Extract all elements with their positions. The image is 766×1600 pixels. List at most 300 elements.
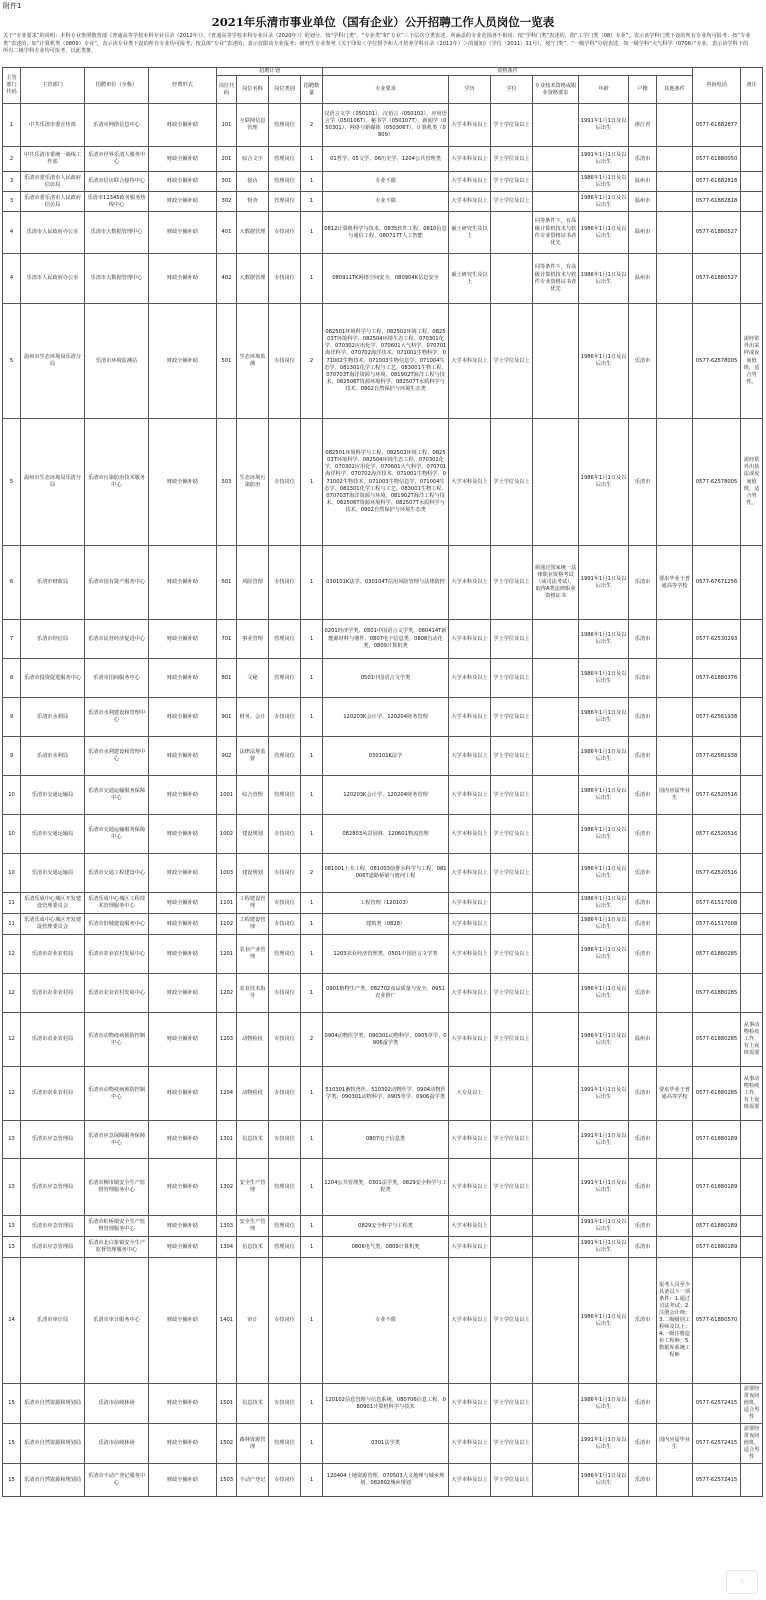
dept-cell: 乐清市应急管理局: [21, 1237, 85, 1258]
remark-cell: [741, 698, 763, 737]
certificate-cell: [533, 147, 579, 172]
post-type-cell: 专技岗位: [269, 1013, 301, 1067]
funding-cell: 财政全额补助: [149, 1424, 217, 1464]
dept-code-cell: 12: [3, 1013, 21, 1067]
post-name-cell: 接访: [237, 172, 269, 192]
major-cell: 专业不限: [323, 172, 449, 192]
header-post-type: 岗位类别: [269, 76, 301, 104]
post-code-cell: 1101: [217, 893, 237, 914]
major-cell: 030101K法学、030104T信用风险管理与法律防控: [323, 546, 449, 620]
degree-cell: 学士学位及以上: [491, 1258, 533, 1384]
post-type-cell: 专技岗位: [269, 546, 301, 620]
major-cell: 0812计算机科学与技术、0835软件工程、0810信息与通信工程、080717T人工智能: [323, 212, 449, 254]
phone-cell: 0577-61880285: [693, 935, 741, 974]
certificate-cell: [533, 974, 579, 1013]
funding-cell: 财政全额补助: [149, 974, 217, 1013]
phone-cell: 0577-61880376: [693, 659, 741, 698]
other-cell: [657, 192, 693, 212]
post-name-cell: 信息技术: [237, 1237, 269, 1258]
post-name-cell: 信息技术: [237, 1384, 269, 1424]
table-row: [3, 815, 763, 854]
degree-cell: 学士学位及以上: [491, 935, 533, 974]
degree-cell: [491, 1237, 533, 1258]
table-row: [3, 192, 763, 212]
unit-cell: 乐清市北白象镇安全生产监督管理服务中心: [85, 1237, 149, 1258]
major-cell: 080911TK网络空间安全、080904K信息安全: [323, 254, 449, 304]
table-row: [3, 620, 763, 659]
funding-cell: 财政全额补助: [149, 854, 217, 893]
post-code-cell: 301: [217, 172, 237, 192]
post-code-cell: 1501: [217, 1384, 237, 1424]
dept-cell: 中共乐清市委统一战线工作部: [21, 147, 85, 172]
remark-cell: 需要经常夜间值班，适合男性: [741, 1424, 763, 1464]
major-cell: 0201经济学类、0501中国语言文学类、080414T新能源材料与器件、0807电子信息类、0808自动化类、0809计算机类: [323, 620, 449, 659]
degree-cell: [491, 212, 533, 254]
count-cell: 1: [301, 620, 323, 659]
count-cell: 1: [301, 1067, 323, 1121]
funding-cell: 财政全额补助: [149, 254, 217, 304]
table-row: [3, 1424, 763, 1464]
table-row: [3, 776, 763, 815]
post-name-cell: 动物检疫: [237, 1067, 269, 1121]
count-cell: 2: [301, 1013, 323, 1067]
table-row: [3, 854, 763, 893]
unit-cell: 乐清市交通运输服务保障中心: [85, 815, 149, 854]
header-dept-code: 主管部门代码: [3, 68, 21, 104]
header-count: 招聘数量: [301, 76, 323, 104]
other-cell: 国内应届毕业生: [657, 776, 693, 815]
phone-cell: 0577-62530293: [693, 620, 741, 659]
count-cell: 1: [301, 212, 323, 254]
post-code-cell: 1102: [217, 914, 237, 935]
funding-cell: 财政全额补助: [149, 212, 217, 254]
hukou-cell: 乐清市: [629, 1424, 657, 1464]
education-cell: 大学本科及以上: [449, 1464, 491, 1497]
funding-cell: 财政全额补助: [149, 935, 217, 974]
count-cell: 1: [301, 1121, 323, 1159]
certificate-cell: [533, 419, 579, 546]
funding-cell: 财政全额补助: [149, 172, 217, 192]
phone-cell: 0577-62561938: [693, 737, 741, 776]
age-cell: 1986年1月1日及以后出生: [579, 1384, 629, 1424]
degree-cell: 学士学位及以上: [491, 172, 533, 192]
other-cell: [657, 974, 693, 1013]
certificate-cell: [533, 737, 579, 776]
education-cell: 大学本科及以上: [449, 659, 491, 698]
degree-cell: 学士学位及以上: [491, 854, 533, 893]
phone-cell: 0577-61880527: [693, 254, 741, 304]
degree-cell: 学士学位及以上: [491, 815, 533, 854]
post-name-cell: 综合管理: [237, 776, 269, 815]
hukou-cell: 温州市: [629, 192, 657, 212]
phone-cell: 0577-62572415: [693, 1424, 741, 1464]
table-row: [3, 419, 763, 546]
post-type-cell: 管理岗位: [269, 1237, 301, 1258]
age-cell: 1991年1月1日及以后出生: [579, 104, 629, 147]
phone-cell: 0577-61880285: [693, 1013, 741, 1067]
unit-cell: 乐清市民营经济促进中心: [85, 620, 149, 659]
other-cell: [657, 815, 693, 854]
unit-cell: 乐清市水利建设和管理中心: [85, 737, 149, 776]
age-cell: 1986年1月1日及以后出生: [579, 254, 629, 304]
post-type-cell: 专技岗位: [269, 854, 301, 893]
major-cell: 510301畜牧兽医、510302动物医学、0904动物医学类、090301动物科学、0905草学、0906蚕学类: [323, 1067, 449, 1121]
post-name-cell: 事业管理: [237, 620, 269, 659]
table-row: [3, 659, 763, 698]
major-cell: 120404土地资源管理、070503人文地理与城乡规划、082802城乡规划: [323, 1464, 449, 1497]
dept-cell: 乐清市农业农村局: [21, 935, 85, 974]
remark-cell: [741, 1464, 763, 1497]
remark-cell: [741, 1159, 763, 1216]
age-cell: 1986年1月1日及以后出生: [579, 935, 629, 974]
other-cell: [657, 659, 693, 698]
dept-cell: 乐清市自然资源和规划局: [21, 1464, 85, 1497]
dept-code-cell: 12: [3, 1067, 21, 1121]
header-degree: 学位: [491, 76, 533, 104]
post-code-cell: 1401: [217, 1258, 237, 1384]
dept-cell: 温州市生态环境局乐清分局: [21, 419, 85, 546]
hukou-cell: 乐清市: [629, 1464, 657, 1497]
dept-code-cell: 9: [3, 698, 21, 737]
post-code-cell: 402: [217, 254, 237, 304]
funding-cell: 财政全额补助: [149, 893, 217, 914]
phone-cell: 0577-62520516: [693, 815, 741, 854]
unit-cell: 乐清市环境监测站: [85, 304, 149, 419]
header-funding: 经费形式: [149, 68, 217, 104]
certificate-cell: [533, 104, 579, 147]
education-cell: 大学本科及以上: [449, 172, 491, 192]
education-cell: 大学本科及以上: [449, 914, 491, 935]
unit-cell: 乐清市水利建设和管理中心: [85, 698, 149, 737]
dept-cell: 乐清市交通运输局: [21, 854, 85, 893]
dept-code-cell: 8: [3, 659, 21, 698]
post-type-cell: 专技岗位: [269, 1121, 301, 1159]
age-cell: 1986年1月1日及以后出生: [579, 914, 629, 935]
age-cell: 1991年1月1日及以后出生: [579, 546, 629, 620]
age-cell: 1986年1月1日及以后出生: [579, 419, 629, 546]
degree-cell: 学士学位及以上: [491, 698, 533, 737]
post-type-cell: 管理岗位: [269, 620, 301, 659]
unit-cell: 乐清市柳市镇安全生产监督管理服务中心: [85, 1159, 149, 1216]
certificate-cell: [533, 698, 579, 737]
other-cell: [657, 304, 693, 419]
count-cell: 1: [301, 698, 323, 737]
hukou-cell: 温州市: [629, 1013, 657, 1067]
funding-cell: 财政全额补助: [149, 1013, 217, 1067]
major-requirement-note: 关于“专业要求”的说明：本科专业参照教育部《普通高等学校本科专业目录（2012年）》、《普通高等学校本科专业目录（2020年）》的划分，按“学科门类”、“专业类”和“专业”三个层次分类表述，所涵盖的专业范围各不相同；按“学科门类”表述的，指“工学门类（08）专业”，表示该学科门类下设的所有专业均可报考；按“专业类”表述的，如“计算机类（0809）专业”，表示该专业类下设的所有专业均可报考；按具体“专业”表述的，表示仅限该专业报考；研究生专业参考《关于印发＜学位授予和人才培养学科目录（2011年）＞的通知》（学位〔2011〕11号），按“门类”、“一级学科”分别表述，如一级学科“大气科学（0706）”专业，表示该学科下的所有二级学科专业均可报考，以此类推。: [3, 33, 751, 55]
other-cell: [657, 1013, 693, 1067]
post-type-cell: 专技岗位: [269, 1067, 301, 1121]
phone-cell: 0577-61517008: [693, 914, 741, 935]
funding-cell: 财政全额补助: [149, 1384, 217, 1424]
dept-code-cell: 4: [3, 254, 21, 304]
table-row: [3, 304, 763, 419]
dept-code-cell: 7: [3, 620, 21, 659]
dept-code-cell: 11: [3, 893, 21, 914]
unit-cell: 乐清市应急保障服务保障中心: [85, 1121, 149, 1159]
post-type-cell: 管理岗位: [269, 776, 301, 815]
remark-cell: [741, 1258, 763, 1384]
count-cell: 1: [301, 1216, 323, 1237]
post-code-cell: 701: [217, 620, 237, 659]
age-cell: 1991年1月1日及以后出生: [579, 147, 629, 172]
table-row: [3, 104, 763, 147]
major-cell: 1203农业经济管理类、0501中国语言文学类: [323, 935, 449, 974]
degree-cell: 学士学位及以上: [491, 1384, 533, 1424]
table-row: [3, 1216, 763, 1237]
age-cell: 1986年1月1日及以后出生: [579, 1013, 629, 1067]
header-plan: 招聘计划: [217, 68, 323, 76]
dept-code-cell: 1: [3, 104, 21, 147]
certificate-cell: [533, 1384, 579, 1424]
certificate-cell: [533, 893, 579, 914]
phone-cell: 0577-61880285: [693, 974, 741, 1013]
education-cell: 大学本科及以上: [449, 935, 491, 974]
other-cell: 要求毕业于普通高等学校: [657, 546, 693, 620]
major-cell: 0807电子信息类: [323, 1121, 449, 1159]
phone-cell: 0577-62572415: [693, 1464, 741, 1497]
phone-cell: 0577-67671256: [693, 546, 741, 620]
major-cell: 0501中国语言文学类: [323, 659, 449, 698]
education-cell: 大学本科及以上: [449, 1424, 491, 1464]
unit-cell: 乐清市虹桥镇安全生产监督管理服务中心: [85, 1216, 149, 1237]
age-cell: 1986年1月1日及以后出生: [579, 192, 629, 212]
count-cell: 1: [301, 893, 323, 914]
dept-cell: 乐清市农业农村局: [21, 974, 85, 1013]
count-cell: 1: [301, 254, 323, 304]
post-type-cell: 专技岗位: [269, 893, 301, 914]
major-cell: 120203K会计学、120204财务管理: [323, 776, 449, 815]
dept-code-cell: 11: [3, 914, 21, 935]
other-cell: [657, 172, 693, 192]
remark-cell: [741, 546, 763, 620]
hukou-cell: 乐清市: [629, 698, 657, 737]
post-name-cell: 森林资源管理: [237, 1424, 269, 1464]
count-cell: 1: [301, 192, 323, 212]
unit-cell: 乐清市前岐林场: [85, 1384, 149, 1424]
education-cell: 硕士研究生及以上: [449, 254, 491, 304]
remark-cell: [741, 776, 763, 815]
dept-code-cell: 9: [3, 737, 21, 776]
post-type-cell: 管理岗位: [269, 172, 301, 192]
education-cell: 大学本科及以上: [449, 546, 491, 620]
header-age: 年龄: [579, 76, 629, 104]
certificate-cell: [533, 1237, 579, 1258]
count-cell: 2: [301, 104, 323, 147]
post-type-cell: 专技岗位: [269, 212, 301, 254]
phone-cell: 0577-62578005: [693, 304, 741, 419]
funding-cell: 财政全额补助: [149, 546, 217, 620]
other-cell: [657, 935, 693, 974]
education-cell: 大学本科及以上: [449, 815, 491, 854]
header-education: 学历: [449, 76, 491, 104]
unit-cell: 乐清市交通工程建设中心: [85, 854, 149, 893]
hukou-cell: 乐清市: [629, 1067, 657, 1121]
post-name-cell: 法律法规监督: [237, 737, 269, 776]
certificate-cell: [533, 776, 579, 815]
post-type-cell: 专技岗位: [269, 1464, 301, 1497]
education-cell: 大学本科及以上: [449, 192, 491, 212]
watermark-logo: ◎: [726, 1570, 758, 1594]
hukou-cell: 乐清市: [629, 419, 657, 546]
post-type-cell: 专技岗位: [269, 304, 301, 419]
major-cell: 专业不限: [323, 1258, 449, 1384]
funding-cell: 财政全额补助: [149, 147, 217, 172]
phone-cell: 0577-61880189: [693, 1159, 741, 1216]
dept-cell: 乐清市应急管理局: [21, 1216, 85, 1237]
other-cell: 要求毕业于普通高等学校: [657, 1067, 693, 1121]
other-cell: [657, 1121, 693, 1159]
table-row: [3, 172, 763, 192]
certificate-cell: 须通过国家统一法律职业资格考试（或司法考试），取得A类法律职业资格证书: [533, 546, 579, 620]
funding-cell: 财政全额补助: [149, 815, 217, 854]
certificate-cell: [533, 304, 579, 419]
remark-cell: [741, 815, 763, 854]
degree-cell: 学士学位及以上: [491, 974, 533, 1013]
other-cell: [657, 1216, 693, 1237]
dept-code-cell: 10: [3, 776, 21, 815]
age-cell: 1986年1月1日及以后出生: [579, 1258, 629, 1384]
unit-cell: 乐清市信访联合接待中心: [85, 172, 149, 192]
post-type-cell: 专技岗位: [269, 914, 301, 935]
table-row: [3, 1237, 763, 1258]
post-type-cell: 专技岗位: [269, 254, 301, 304]
age-cell: 1991年1月1日及以后出生: [579, 1121, 629, 1159]
unit-cell: 乐清市世界乐清人服务中心: [85, 147, 149, 172]
certificate-cell: [533, 620, 579, 659]
major-cell: 建筑类（0828）: [323, 914, 449, 935]
education-cell: 大学本科及以上: [449, 1384, 491, 1424]
phone-cell: 0577-61880189: [693, 1121, 741, 1159]
phone-cell: 0577-61880189: [693, 1216, 741, 1237]
major-cell: 0301法学类: [323, 1424, 449, 1464]
funding-cell: 财政全额补助: [149, 698, 217, 737]
certificate-cell: [533, 1013, 579, 1067]
major-cell: 01哲学、05文学、06历史学、1204公共管理类: [323, 147, 449, 172]
funding-cell: 财政全额补助: [149, 620, 217, 659]
phone-cell: 0577-61880570: [693, 1258, 741, 1384]
dept-cell: 乐清市审计局: [21, 1258, 85, 1384]
unit-cell: 乐清市大数据管理中心: [85, 212, 149, 254]
unit-cell: 乐清市12345政务服务热线中心: [85, 192, 149, 212]
hukou-cell: 乐清市: [629, 893, 657, 914]
dept-code-cell: 5: [3, 419, 21, 546]
funding-cell: 财政全额补助: [149, 914, 217, 935]
page-title: 2021年乐清市事业单位（国有企业）公开招聘工作人员岗位一览表: [211, 15, 555, 29]
post-name-cell: 综合文字: [237, 147, 269, 172]
hukou-cell: 乐清市: [629, 854, 657, 893]
count-cell: 1: [301, 546, 323, 620]
age-cell: 1986年1月1日及以后出生: [579, 776, 629, 815]
hukou-cell: 乐清市: [629, 1384, 657, 1424]
header-dept: 主管部门: [21, 68, 85, 104]
dept-code-cell: 15: [3, 1424, 21, 1464]
remark-cell: [741, 172, 763, 192]
post-name-cell: 风险管理: [237, 546, 269, 620]
hukou-cell: 乐清市: [629, 1258, 657, 1384]
hukou-cell: 乐清市: [629, 1121, 657, 1159]
table-row: [3, 212, 763, 254]
table-row: [3, 1258, 763, 1384]
post-type-cell: 专技岗位: [269, 1384, 301, 1424]
dept-cell: 乐清市水利局: [21, 698, 85, 737]
hukou-cell: 温州市: [629, 254, 657, 304]
education-cell: 大学本科及以上: [449, 147, 491, 172]
other-cell: 报考人员至少具备以下一项条件：1.通过司法考试；2.注册会计师；3.二级级别工程师及以上；4.一级注册造价工程师；5.数据库系统工程师: [657, 1258, 693, 1384]
header-phone: 咨询电话: [693, 68, 741, 104]
dept-cell: 乐清市经信局: [21, 620, 85, 659]
count-cell: 2: [301, 854, 323, 893]
table-row: [3, 893, 763, 914]
education-cell: 大学本科及以上: [449, 419, 491, 546]
certificate-cell: [533, 1216, 579, 1237]
certificate-cell: [533, 1121, 579, 1159]
dept-code-cell: 15: [3, 1464, 21, 1497]
post-name-cell: 安全生产管理: [237, 1216, 269, 1237]
education-cell: 大学本科及以上: [449, 1013, 491, 1067]
other-cell: [657, 698, 693, 737]
hukou-cell: 乐清市: [629, 304, 657, 419]
unit-cell: 乐清市污染防治技术服务中心: [85, 419, 149, 546]
unit-cell: 乐清市旧城建设服务中心: [85, 914, 149, 935]
degree-cell: 学士学位及以上: [491, 1013, 533, 1067]
funding-cell: 财政全额补助: [149, 1121, 217, 1159]
remark-cell: [741, 1237, 763, 1258]
phone-cell: 0577-61882818: [693, 172, 741, 192]
hukou-cell: 乐清市: [629, 974, 657, 1013]
other-cell: [657, 147, 693, 172]
degree-cell: 学士学位及以上: [491, 1159, 533, 1216]
remark-cell: [741, 854, 763, 893]
count-cell: 1: [301, 419, 323, 546]
funding-cell: 财政全额补助: [149, 737, 217, 776]
hukou-cell: 乐清市: [629, 914, 657, 935]
count-cell: 1: [301, 1237, 323, 1258]
remark-cell: [741, 914, 763, 935]
remark-cell: [741, 620, 763, 659]
dept-cell: 乐清市应急管理局: [21, 1159, 85, 1216]
unit-cell: 乐清市不动产登记服务中心: [85, 1464, 149, 1497]
major-cell: 082803风景园林、120601物流管理: [323, 815, 449, 854]
dept-code-cell: 10: [3, 854, 21, 893]
count-cell: 1: [301, 914, 323, 935]
dept-cell: 中共乐清市委宣传部: [21, 104, 85, 147]
remark-cell: [741, 1216, 763, 1237]
unit-cell: 乐清市网络信息中心: [85, 104, 149, 147]
dept-code-cell: 14: [3, 1258, 21, 1384]
age-cell: 1991年1月1日及以后出生: [579, 1067, 629, 1121]
certificate-cell: [533, 935, 579, 974]
age-cell: 1991年1月1日及以后出生: [579, 1159, 629, 1216]
funding-cell: 财政全额补助: [149, 192, 217, 212]
post-type-cell: 管理岗位: [269, 935, 301, 974]
certificate-cell: 同等条件下，有高级计算机技术与软件专业资格证书者优先: [533, 254, 579, 304]
degree-cell: 学士学位及以上: [491, 776, 533, 815]
count-cell: 1: [301, 1464, 323, 1497]
header-certificate: 专业技术资格或职业资格要求: [533, 76, 579, 104]
phone-cell: 0577-61882877: [693, 104, 741, 147]
post-name-cell: 互联网信息管理: [237, 104, 269, 147]
hukou-cell: 乐清市: [629, 737, 657, 776]
education-cell: 大学本科及以上: [449, 1216, 491, 1237]
remark-cell: 需要经常夜间值班，适合男性: [741, 1384, 763, 1424]
degree-cell: 学士学位及以上: [491, 1424, 533, 1464]
table-row: [3, 914, 763, 935]
degree-cell: [491, 1216, 533, 1237]
certificate-cell: [533, 659, 579, 698]
major-cell: 120102信息管理与信息系统、080706信息工程、080901计算机科学与技术: [323, 1384, 449, 1424]
count-cell: 1: [301, 737, 323, 776]
